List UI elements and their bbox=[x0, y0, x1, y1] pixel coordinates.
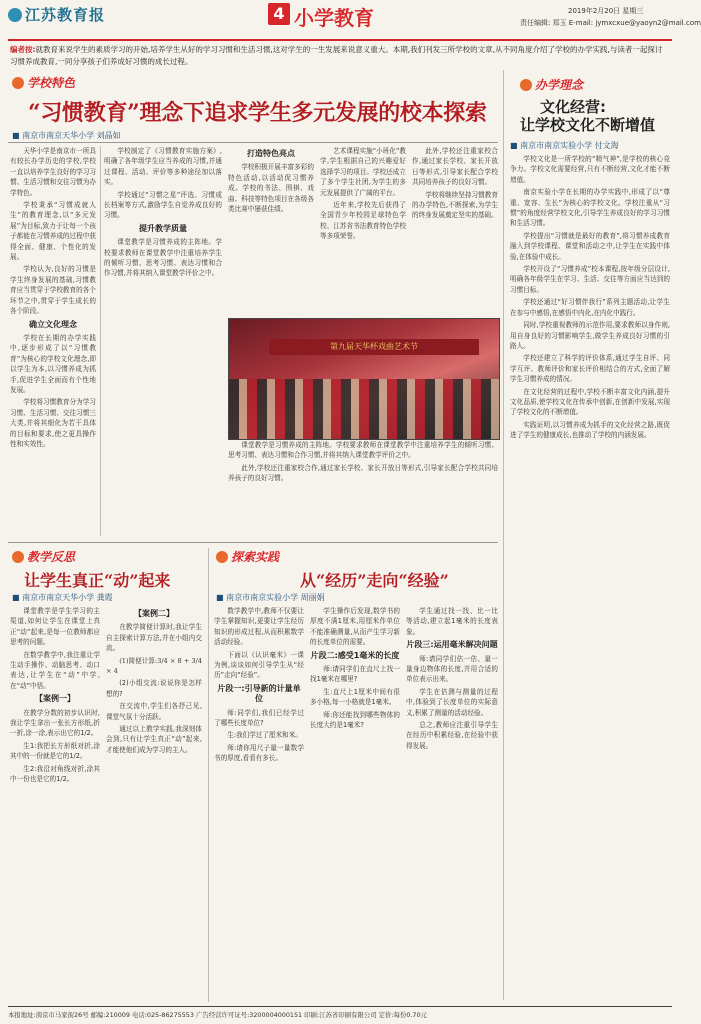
paragraph: 总之,教师应注重引导学生在经历中积累经验,在经验中获得发展。 bbox=[406, 721, 498, 750]
subheading-features: 打造特色亮点 bbox=[247, 149, 295, 158]
main-headline: “习惯教育”理念下追求学生多元发展的校本探索 bbox=[28, 100, 487, 126]
subheading-quality: 提升教学质量 bbox=[139, 223, 187, 233]
footer-info: 本报地址:南京市马家街26号 邮编:210009 电话:025-86275553 广告经营许可证号:3200004000151 印刷:江苏省印刷有限公司 定价:每份0.70元 bbox=[8, 1011, 427, 1019]
paragraph: 学校开设了“习惯养成”校本课程,按年级分层设计,明确各年级学生在学习、生活、交往等方面应当达到的习惯目标。 bbox=[510, 265, 670, 294]
paragraph: 天华小学是南京市一所具有较长办学历史的学校,学校一直以培养学生良好的学习习惯、生活习惯和交往习惯为办学特色。 bbox=[10, 147, 96, 197]
paragraph: 生:我们学过了厘米和米。 bbox=[227, 731, 302, 740]
paragraph: 师:请你用尺子量一量数学书的厚度,看看有多长。 bbox=[214, 743, 304, 763]
editor-info: 责任编辑: 郑玉 E-mail: jymxcxue@yaoyn2@mail.com bbox=[520, 19, 701, 27]
side-divider bbox=[503, 70, 504, 1000]
practice-column-2 bbox=[310, 606, 400, 1002]
paragraph: 生:直尺上1厘米中间有很多小格,每一小格就是1毫米。 bbox=[310, 687, 400, 707]
practice-column-1 bbox=[214, 606, 304, 1002]
article-column-5 bbox=[412, 146, 498, 316]
paper-name: 江苏教育报 bbox=[25, 6, 106, 24]
paragraph: 数学教学中,教师不仅要让学生掌握知识,更要让学生经历知识的形成过程,从而积累数学活动经验。 bbox=[214, 607, 304, 647]
subheading-segment-3: 片段三:运用毫米解决问题 bbox=[406, 640, 498, 650]
paragraph: (2)小组交流:说说你是怎样想的? bbox=[106, 679, 202, 698]
footer-rule bbox=[8, 1006, 672, 1007]
practice-headline: 从“经历”走向“经验” bbox=[300, 571, 449, 590]
paragraph: 课堂教学是习惯养成的主阵地。学校要求教师在课堂教学中注重培养学生的倾听习惯、思考习惯、表达习惯和合作习惯,并将其纳入课堂教学评价之中。 bbox=[228, 441, 498, 460]
top-divider bbox=[8, 142, 498, 143]
paragraph: 学校制定了《习惯教育实施方案》,明确了各年级学生应当养成的习惯,并通过课程、活动、评价等多种途径加以落实。 bbox=[104, 147, 222, 187]
article-column-3 bbox=[228, 146, 314, 316]
practice-byline: ■ 南京市南京实验小学 周丽娟 bbox=[216, 593, 325, 602]
paragraph: 南京实验小学在长期的办学实践中,形成了以“尊重、宽容、生长”为核心的学校文化。学校注重从“习惯”的角度经营学校文化,引导学生养成良好的学习习惯和生活习惯。 bbox=[510, 188, 670, 228]
newspaper-logo bbox=[8, 4, 105, 25]
editor-note bbox=[10, 44, 668, 68]
column-divider bbox=[100, 146, 101, 536]
paragraph: 师:请同学们在直尺上找一找1毫米在哪里? bbox=[310, 665, 400, 684]
photo-people bbox=[229, 379, 499, 439]
paragraph: 课堂教学是习惯养成的主阵地。学校要求教师在课堂教学中注重培养学生的倾听习惯、思考习惯、表达习惯和合作习惯,并将其纳入课堂教学评价之中。 bbox=[104, 238, 222, 278]
paragraph: 同时,学校重视教师的示范作用,要求教师以身作则,用自身良好的习惯影响学生,做学生养成良好习惯的引路人。 bbox=[510, 321, 670, 350]
paragraph: 学校文化是一所学校的“精气神”,是学校的核心竞争力。学校文化需要经营,只有不断经营,文化才能不断增值。 bbox=[510, 155, 670, 184]
reflection-headline: 让学生真正“动”起来 bbox=[24, 571, 171, 590]
side-headline-2: 让学校文化不断增值 bbox=[520, 116, 656, 134]
paragraph: 艺术课程实施“小班化”教学,学生根据自己的兴趣爱好选择学习的项目。学校还成立了多个学生社团,为学生的多元发展提供了广阔的平台。 bbox=[320, 147, 406, 197]
paragraph: 学生操作后发现,数学书的厚度不满1厘米,用厘米作单位不能准确测量,从而产生学习新的长度单位的需要。 bbox=[310, 607, 400, 647]
page-number: 4 bbox=[268, 3, 290, 25]
editor-note-text: 就教育来说学生的素质学习的开始,培养学生从好的学习习惯和生活习惯,这对学生的一生发展来说意义重大。本期,我们刊发三所学校的文章,从不同角度介绍了学校的办学实践,与读者一起探讨习惯养成教育,一同分享孩子们养成好习惯的成长过程。 bbox=[10, 45, 663, 66]
paragraph: 学校还通过“好习惯伴我行”系列主题活动,让学生在参与中感悟,在感悟中内化,在内化中践行。 bbox=[510, 298, 670, 317]
article-column-continued bbox=[228, 440, 498, 538]
article-column-2 bbox=[104, 146, 222, 538]
side-headline-1: 文化经营: bbox=[540, 98, 606, 116]
paragraph: 学校认为,良好的习惯是学生终身发展的基础,习惯教育应当贯穿于学校教育的各个环节之中,贯穿于学生成长的各个阶段。 bbox=[10, 265, 96, 316]
section-tag-practice: 探索实践 bbox=[216, 548, 279, 565]
paragraph: 学校在长期的办学实践中,逐步形成了以“习惯教育”为核心的学校文化理念,即以学生为本,以习惯养成为抓手,促进学生全面而有个性地发展。 bbox=[10, 333, 96, 394]
paragraph: 师:同学们,我们已经学过了哪些长度单位? bbox=[214, 708, 304, 728]
paragraph: 近年来,学校先后获得了全国青少年校园足球特色学校、江苏省书法教育特色学校等多项荣誉。 bbox=[320, 201, 406, 241]
paragraph: 此外,学校还注重家校合作,通过家长学校、家长开放日等形式,引导家长配合学校共同培养孩子的良好习惯。 bbox=[228, 463, 498, 483]
case-label-2: 【案例二】 bbox=[134, 609, 174, 618]
practice-column-3 bbox=[406, 606, 498, 1002]
case-label-1: 【案例一】 bbox=[35, 694, 75, 704]
section-tag-school-feature: 学校特色 bbox=[12, 74, 75, 91]
reflection-column-1 bbox=[10, 606, 100, 1002]
paragraph: 下面以《认识毫米》一课为例,谈谈如何引导学生从“经历”走向“经验”。 bbox=[214, 650, 304, 680]
bottom-divider bbox=[8, 542, 498, 543]
paragraph: 学生在估测与测量的过程中,体验到了长度单位的实际意义,积累了测量的活动经验。 bbox=[406, 687, 498, 717]
paragraph: 实践证明,以习惯养成为抓手的文化经营之路,既促进了学生的健康成长,也推动了学校的内涵发展。 bbox=[510, 420, 670, 440]
paragraph: 在文化经营的过程中,学校不断丰富文化内涵,提升文化品质,使学校文化在传承中创新,在创新中发展,实现了学校文化的不断增值。 bbox=[510, 387, 670, 417]
reflection-byline: ■ 南京市南京天华小学 龚霞 bbox=[12, 593, 113, 602]
logo-icon bbox=[8, 8, 22, 22]
editor-note-label: 编者按: bbox=[10, 45, 36, 54]
paragraph: 学校还建立了科学的评价体系,通过学生自评、同学互评、教师评价和家长评价相结合的方式,全面了解学生习惯养成的情况。 bbox=[510, 354, 670, 384]
paragraph: 课堂教学是学生学习的主渠道,如何让学生在课堂上真正“动”起来,是每一位教师都应思考的问题。 bbox=[10, 607, 100, 647]
event-photo bbox=[228, 318, 500, 440]
header-rule bbox=[8, 39, 672, 41]
paragraph: 此外,学校还注重家校合作,通过家长学校、家长开放日等形式,引导家长配合学校共同培养孩子的良好习惯。 bbox=[412, 147, 498, 187]
paragraph: 学校秉承“习惯成就人生”的教育理念,以“多元发展”为目标,致力于让每一个孩子都能在习惯养成的过程中获得全面、健康、个性化的发展。 bbox=[10, 201, 96, 262]
paragraph: 在教学分数的初步认识时,我让学生拿出一张长方形纸,折一折,涂一涂,表示出它的1/2。 bbox=[10, 708, 100, 738]
paragraph: 师:你还能找到哪些物体的长度大约是1毫米? bbox=[310, 710, 400, 730]
section-tag-reflection: 教学反思 bbox=[12, 548, 75, 565]
column-divider bbox=[208, 548, 209, 1002]
paragraph: 学校提出“习惯就是最好的教育”,将习惯养成教育融入到学校课程、课堂和活动之中,让学生在实践中体验,在体验中成长。 bbox=[510, 231, 670, 261]
article-column-4 bbox=[320, 146, 406, 316]
paragraph: 师:请同学们估一估、量一量身边物体的长度,并用合适的单位表示出来。 bbox=[406, 654, 498, 684]
paragraph: 通过以上教学实践,我深刻体会到,只有让学生真正“动”起来,才能使他们成为学习的主人。 bbox=[106, 725, 202, 754]
paragraph: 学校将习惯教育分为学习习惯、生活习惯、交往习惯三大类,并将其细化为若干具体的目标和要求,使之更具操作性和实效性。 bbox=[10, 398, 96, 448]
masthead bbox=[0, 0, 701, 40]
paragraph: 在教学简便计算时,我让学生自主探索计算方法,并在小组内交流。 bbox=[106, 623, 202, 653]
paragraph: 在数学教学中,我注重让学生动手操作、动脑思考、动口表达,让学生在“动”中学,在“动”中悟。 bbox=[10, 650, 100, 690]
article-column-1 bbox=[10, 146, 96, 538]
paragraph: 生2:我沿对角线对折,涂其中一份也是它的1/2。 bbox=[10, 764, 100, 784]
issue-date: 2019年2月20日 星期三 bbox=[568, 7, 644, 15]
paragraph: 学校积极开展丰富多彩的特色活动,以活动促习惯养成。学校的书法、围棋、戏曲、科技等特色项目在各级各类比赛中屡获佳绩。 bbox=[228, 163, 314, 214]
paragraph: 学校通过“习惯之星”评选、习惯成长档案等方式,激励学生自觉养成良好的习惯。 bbox=[104, 190, 222, 220]
section-title: 小学教育 bbox=[294, 6, 374, 30]
main-byline: ■ 南京市南京天华小学 刘晶如 bbox=[12, 131, 121, 140]
photo-banner: 第九届天华杯戏曲艺术节 bbox=[269, 339, 479, 355]
math-expression: (1)简便计算:3/4 × 8 + 3/4 × 4 bbox=[106, 656, 202, 676]
subheading-segment-2: 片段二:感受1毫米的长度 bbox=[310, 650, 400, 660]
paragraph: 在交流中,学生们各抒己见,课堂气氛十分活跃。 bbox=[106, 702, 202, 721]
side-article bbox=[510, 154, 670, 1000]
paragraph: 学生通过找一找、比一比等活动,建立起1毫米的长度表象。 bbox=[406, 607, 498, 636]
subheading-culture: 确立文化理念 bbox=[29, 319, 77, 329]
reflection-column-2 bbox=[106, 606, 202, 1002]
subheading-segment-1: 片段一:引导新的计量单位 bbox=[217, 683, 301, 704]
side-byline: ■ 南京市南京实验小学 付文海 bbox=[510, 141, 619, 150]
paragraph: 学校将继续坚持习惯教育的办学特色,不断探索,为学生的终身发展奠定坚实的基础。 bbox=[412, 190, 498, 220]
paragraph: 生1:我把长方形纸对折,涂其中的一份就是它的1/2。 bbox=[10, 741, 100, 761]
section-tag-philosophy: 办学理念 bbox=[520, 76, 583, 93]
